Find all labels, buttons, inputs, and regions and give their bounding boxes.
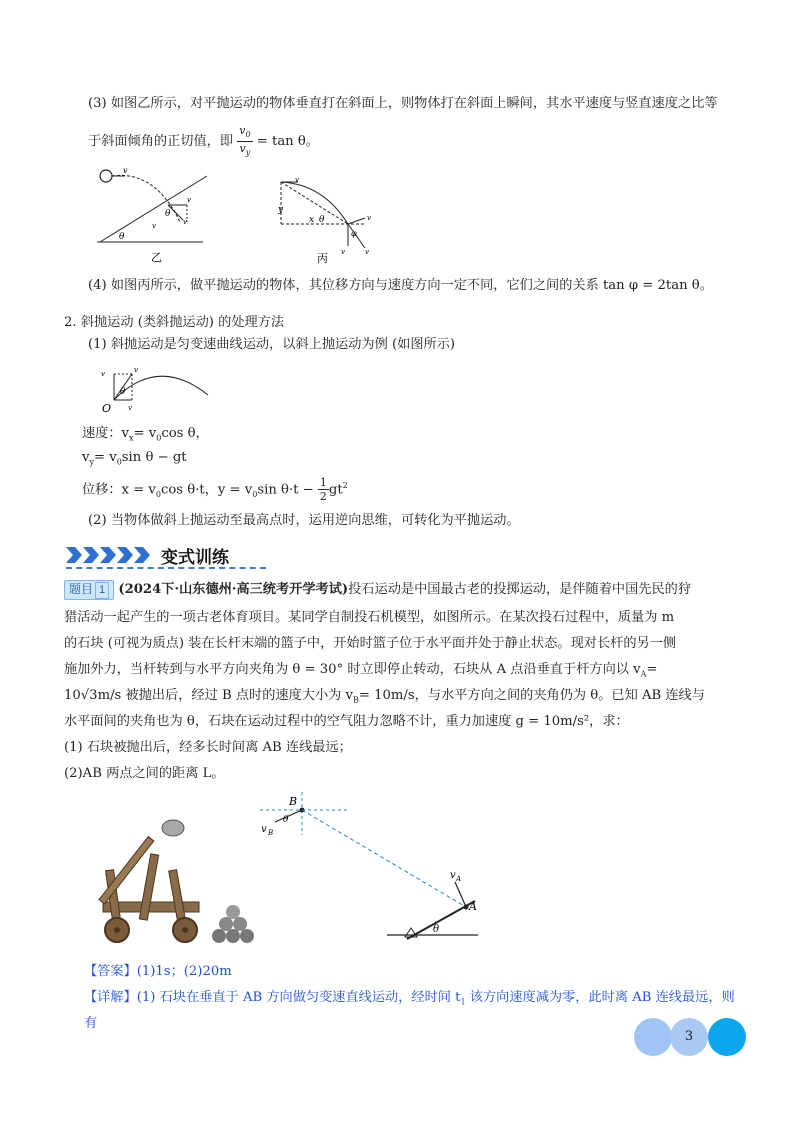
problem-line-5-end: = 10m/s，与水平方向之间的夹角仍为 θ。已知 AB 连线与 — [358, 688, 705, 703]
detail-line-1-sub: 1 — [460, 997, 466, 1007]
paragraph-3-line1: (3) 如图乙所示，对平抛运动的物体垂直打在斜面上，则物体打在斜面上瞬间，其水平速度与竖直速度之比等 — [88, 96, 718, 111]
problem-line-5-sub: B — [353, 695, 359, 705]
problem-line-4 — [64, 660, 657, 685]
question-2: (2)AB 两点之间的距离 L。 — [64, 766, 225, 781]
label-vx-oblique: v — [128, 404, 132, 412]
page-decor-circle-dark — [708, 1018, 746, 1056]
problem-tag-number: 1 — [95, 582, 109, 599]
label-b: B — [289, 795, 298, 808]
label-y: y — [278, 205, 284, 215]
figure-bing — [273, 172, 383, 264]
label-phi: φ — [351, 229, 357, 238]
label-vb-sub: B — [268, 829, 274, 837]
answer-text: (1)1s；(2)20m — [136, 964, 232, 979]
page-decor-circle — [634, 1018, 672, 1056]
half-num: 1 — [319, 476, 327, 490]
velocity-line-2: $v_y= v_0\sin$ θ − gt — [82, 450, 187, 467]
velocity-line-1: 速度：$v_x= v_0\cos$ θ， — [82, 426, 209, 443]
paragraph-3-line2-post: = tan θ。 — [256, 134, 319, 150]
label-theta-bing: θ — [319, 215, 325, 225]
label-v0: v — [123, 166, 128, 175]
label-va-sub: A — [456, 875, 462, 883]
caption-bing: 丙 — [317, 252, 328, 264]
detail-line-1-text: (1) 石块在垂直于 AB 方向做匀变速直线运动，经时间 t — [136, 990, 461, 1005]
velocity-line-2-a: v — [82, 450, 90, 465]
section-2-p2: (2) 当物体做斜上抛运动至最高点时，运用逆向思维，可转化为平抛运动。 — [88, 513, 520, 528]
frac-num: v — [239, 124, 246, 137]
problem-line-5-text: 10√3m/s 被抛出后，经过 B 点时的速度大小为 v — [64, 688, 354, 703]
problem-line-6: 水平面间的夹角也为 θ，石块在运动过程中的空气阻力忽略不计，重力加速度 g = 10m/s²，求： — [64, 714, 629, 729]
label-theta: θ — [119, 232, 125, 242]
label-v0-oblique: v — [134, 366, 138, 374]
figure-oblique — [98, 360, 216, 416]
problem-line-5 — [64, 686, 705, 711]
paragraph-3-line2 — [88, 124, 319, 159]
displacement-line-text: 位移：$x = v_0\cos$ θ·t，$y = v_0\sin$ θ·t − $\frac{1}{2}$ $gt^2$ — [82, 476, 348, 504]
velocity-line-2-c: sin θ − gt — [121, 450, 187, 465]
label-theta-b: θ — [283, 815, 289, 825]
banner-underline — [66, 567, 266, 569]
figure-yi — [95, 160, 215, 268]
chevron-icon — [66, 547, 82, 563]
chevron-icon — [117, 547, 133, 563]
disp-tail: gt — [328, 482, 343, 498]
problem-line-4-sub: A — [640, 669, 647, 679]
answer-line — [84, 962, 232, 982]
label-vx-bing: v — [367, 214, 371, 222]
chevron-icon — [83, 547, 99, 563]
problem-line-1 — [64, 580, 691, 600]
half-fraction — [318, 476, 329, 503]
label-v0-bing: v — [295, 176, 299, 184]
detail-label: 【详解】 — [84, 990, 137, 1005]
detail-line-2: 有 — [84, 1016, 98, 1031]
displacement-line — [281, 182, 348, 224]
problem-line-1-rest: 投石运动是中国最古老的投掷运动，是伴随着中国先民的狩 — [348, 582, 692, 597]
catapult-illustration — [99, 820, 199, 942]
disp-mid2: sin θ·t − — [257, 482, 314, 498]
frac-den-sub: y — [245, 148, 251, 158]
label-o: O — [102, 402, 112, 415]
problem-line-3: 的石块 (可视为质点) 装在长杆末端的篮子中，开始时篮子位于水平面并处于静止状态。现对长杆的另一侧 — [64, 636, 677, 651]
velocity-line-1-c: cos θ， — [161, 426, 209, 441]
label-vy: v — [152, 222, 156, 230]
label-vb: v — [261, 824, 267, 835]
answer-label: 【答案】 — [84, 964, 137, 979]
slope-line — [100, 176, 207, 242]
frac-num-sub: 0 — [245, 130, 251, 140]
disp-mid: cos θ·t，y = v — [160, 482, 253, 498]
label-va: v — [450, 870, 456, 881]
section-2-p1: (1) 斜抛运动是匀变速曲线运动，以斜上抛运动为例 (如图所示) — [88, 337, 456, 352]
label-vx: v — [187, 196, 191, 204]
banner-title: 变式训练 — [161, 548, 229, 567]
label-vy-bing: v — [341, 248, 345, 256]
ball-icon — [100, 170, 112, 182]
label-v-bing: v — [365, 248, 369, 256]
label-x: x — [309, 215, 315, 225]
caption-yi: 乙 — [151, 251, 162, 264]
problem-line-4-end: = — [646, 662, 658, 677]
chevron-icon — [100, 547, 116, 563]
section-banner — [66, 541, 262, 569]
page-number: 3 — [684, 1029, 694, 1044]
paragraph-4: (4) 如图丙所示，做平抛运动的物体，其位移方向与速度方向一定不同，它们之间的关系 tan φ = 2tan θ。 — [88, 278, 713, 293]
detail-line-1-end: 该方向速度减为零，此时离 AB 连线最远，则 — [465, 990, 735, 1005]
label-theta2: θ — [165, 209, 171, 219]
disp-pre: 位移：x = v — [82, 482, 156, 498]
vx-arrow-bing — [348, 218, 365, 224]
problem-tag-label: 题目 — [69, 582, 94, 596]
section-2-heading: 2. 斜抛运动 (类斜抛运动) 的处理方法 — [64, 315, 285, 330]
paragraph-3-line2-pre: 于斜面倾角的正切值，即 — [88, 134, 234, 150]
velocity-line-1-a: 速度：v — [82, 426, 130, 441]
problem-tag — [64, 580, 114, 600]
label-theta-a: θ — [433, 924, 440, 935]
label-a: A — [469, 900, 477, 913]
velocity-line-2-b: = v — [93, 450, 117, 465]
figure-catapult — [95, 790, 495, 956]
label-vy-oblique: v — [101, 370, 105, 378]
detail-line-1 — [84, 988, 735, 1013]
problem-line-2: 猎活动一起产生的一项古老体育项目。某同学自制投石机模型，如图所示。在某次投石过程中，质量为 m — [64, 610, 675, 625]
ab-line — [302, 810, 466, 907]
problem-line-4-text: 施加外力，当杆转到与水平方向夹角为 θ = 30° 时立即停止转动，石块从 A 点沿垂直于杆方向以 v — [64, 662, 641, 677]
vb-arrow — [275, 810, 302, 822]
velocity-line-1-b: = v — [133, 426, 157, 441]
label-theta-oblique: θ — [120, 387, 126, 397]
problem-source: (2024下·山东德州·高三统考开学考试) — [118, 582, 349, 597]
half-den: 2 — [319, 490, 327, 504]
label-v: v — [183, 218, 187, 226]
velocity-ratio-fraction — [237, 124, 252, 159]
frac-den: v — [239, 142, 246, 156]
question-1: (1) 石块被抛出后，经多长时间离 AB 连线最远； — [64, 740, 352, 755]
chevron-icon — [134, 547, 150, 563]
stone-balls — [212, 905, 254, 943]
page-number-circle — [670, 1018, 708, 1056]
